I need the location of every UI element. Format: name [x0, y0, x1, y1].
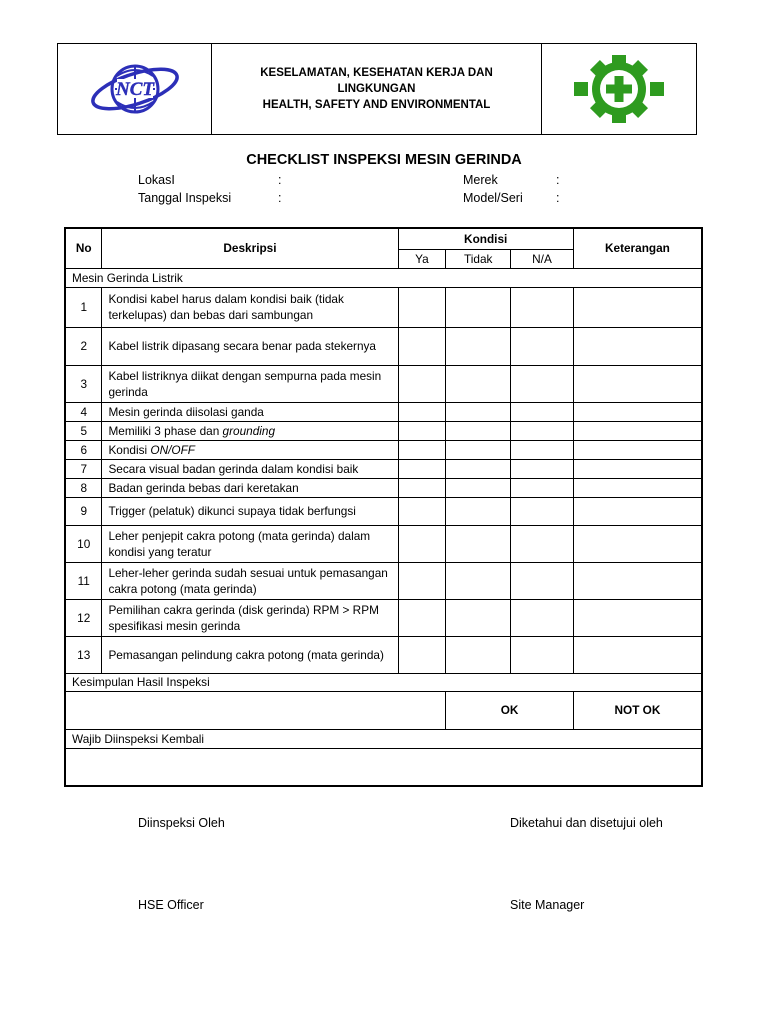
keterangan-cell[interactable] [573, 478, 702, 497]
ya-cell[interactable] [398, 562, 446, 599]
row-description-italic: ON/OFF [150, 442, 195, 457]
not-ok-option[interactable]: NOT OK [573, 691, 702, 729]
approved-by-label: Diketahui dan disetujui oleh [510, 816, 663, 830]
tidak-cell[interactable] [446, 478, 511, 497]
table-row [65, 525, 702, 562]
keterangan-cell[interactable] [573, 327, 702, 365]
ya-cell[interactable] [398, 636, 446, 673]
row-number: 3 [65, 365, 102, 402]
header-title-cell [212, 44, 542, 134]
header-line-3: HEALTH, SAFETY AND ENVIRONMENTAL [262, 99, 491, 111]
row-number: 2 [65, 327, 102, 365]
col-no-header: No [65, 228, 102, 268]
row-description: Pemasangan pelindung cakra potong (mata gerinda) [102, 636, 398, 673]
table-row [65, 599, 702, 636]
na-cell[interactable] [511, 478, 574, 497]
tidak-cell[interactable] [446, 421, 511, 440]
row-number: 1 [65, 287, 102, 327]
col-kondisi-header: Kondisi [398, 228, 573, 249]
na-cell[interactable] [511, 440, 574, 459]
company-logo-cell [58, 44, 212, 134]
site-manager-label: Site Manager [510, 898, 585, 912]
result-row [65, 691, 702, 729]
header-line-2: LINGKUNGAN [337, 83, 416, 95]
table-row [65, 459, 702, 478]
ok-option[interactable]: OK [446, 691, 574, 729]
ya-cell[interactable] [398, 421, 446, 440]
na-cell[interactable] [511, 327, 574, 365]
row-number: 10 [65, 525, 102, 562]
ya-cell[interactable] [398, 599, 446, 636]
row-description-text: Kondisi [108, 442, 151, 457]
merek-colon: : [556, 173, 560, 187]
table-row [65, 562, 702, 599]
row-description: Kabel listriknya diikat dengan sempurna pada mesin gerinda [102, 365, 398, 402]
ya-cell[interactable] [398, 459, 446, 478]
ya-cell[interactable] [398, 525, 446, 562]
row-description: Kondisi kabel harus dalam kondisi baik (tidak terkelupas) dan bebas dari sambungan [102, 287, 398, 327]
row-description: Leher penjepit cakra potong (mata gerinda) dalam kondisi yang teratur [102, 525, 398, 562]
tidak-cell[interactable] [446, 365, 511, 402]
na-cell[interactable] [511, 402, 574, 421]
table-row [65, 327, 702, 365]
table-row [65, 636, 702, 673]
ya-cell[interactable] [398, 287, 446, 327]
lokasi-label: LokasI [138, 173, 175, 187]
na-cell[interactable] [511, 497, 574, 525]
row-number: 9 [65, 497, 102, 525]
section-title: Mesin Gerinda Listrik [65, 268, 702, 287]
na-cell[interactable] [511, 562, 574, 599]
merek-label: Merek [463, 173, 498, 187]
na-cell[interactable] [511, 287, 574, 327]
inspected-by-label: Diinspeksi Oleh [138, 816, 225, 830]
row-description: Trigger (pelatuk) dikunci supaya tidak berfungsi [102, 497, 398, 525]
model-label: Model/Seri [463, 191, 523, 205]
section-row [65, 268, 702, 287]
row-number: 6 [65, 440, 102, 459]
logo-text: NCT [115, 79, 154, 100]
row-description: Leher-leher gerinda sudah sesuai untuk pemasangan cakra potong (mata gerinda) [102, 562, 398, 599]
keterangan-cell[interactable] [573, 365, 702, 402]
tidak-cell[interactable] [446, 497, 511, 525]
keterangan-cell[interactable] [573, 562, 702, 599]
keterangan-cell[interactable] [573, 440, 702, 459]
row-description: Secara visual badan gerinda dalam kondisi baik [102, 459, 398, 478]
table-row [65, 497, 702, 525]
keterangan-cell[interactable] [573, 287, 702, 327]
table-row [65, 287, 702, 327]
keterangan-cell[interactable] [573, 599, 702, 636]
na-cell[interactable] [511, 599, 574, 636]
row-description: Badan gerinda bebas dari keretakan [102, 478, 398, 497]
table-row [65, 478, 702, 497]
tidak-cell[interactable] [446, 287, 511, 327]
keterangan-cell[interactable] [573, 421, 702, 440]
wajib-label: Wajib Diinspeksi Kembali [65, 729, 702, 748]
row-number: 7 [65, 459, 102, 478]
tidak-cell[interactable] [446, 525, 511, 562]
tidak-cell[interactable] [446, 636, 511, 673]
hse-officer-label: HSE Officer [138, 898, 204, 912]
row-number: 13 [65, 636, 102, 673]
row-description-text: Memiliki 3 phase dan [108, 423, 223, 438]
inspection-table [64, 227, 703, 787]
row-description-italic: grounding [222, 423, 276, 438]
keterangan-cell[interactable] [573, 497, 702, 525]
wajib-row [65, 729, 702, 748]
wajib-input-row [65, 748, 702, 786]
keterangan-cell[interactable] [573, 525, 702, 562]
row-number: 5 [65, 421, 102, 440]
hse-logo-cell [542, 44, 696, 134]
row-description [102, 440, 398, 459]
col-ya-header: Ya [398, 249, 446, 268]
page-title: CHECKLIST INSPEKSI MESIN GERINDA [246, 152, 522, 168]
col-na-header: N/A [511, 249, 574, 268]
row-description: Mesin gerinda diisolasi ganda [102, 402, 398, 421]
tanggal-colon: : [278, 191, 282, 205]
na-cell[interactable] [511, 525, 574, 562]
tidak-cell[interactable] [446, 440, 511, 459]
table-row [65, 440, 702, 459]
na-cell[interactable] [511, 365, 574, 402]
ya-cell[interactable] [398, 478, 446, 497]
row-description: Pemilihan cakra gerinda (disk gerinda) RPM > RPM spesifikasi mesin gerinda [102, 599, 398, 636]
kesimpulan-label: Kesimpulan Hasil Inspeksi [65, 673, 702, 691]
tidak-cell[interactable] [446, 599, 511, 636]
keterangan-cell[interactable] [573, 459, 702, 478]
kesimpulan-row [65, 673, 702, 691]
tidak-cell[interactable] [446, 459, 511, 478]
keterangan-cell[interactable] [573, 636, 702, 673]
table-row [65, 402, 702, 421]
tidak-cell[interactable] [446, 327, 511, 365]
row-description: Kabel listrik dipasang secara benar pada stekernya [102, 327, 398, 365]
ya-cell[interactable] [398, 365, 446, 402]
wajib-input-cell[interactable] [65, 748, 702, 786]
ya-cell[interactable] [398, 497, 446, 525]
company-logo [87, 54, 183, 124]
row-number: 12 [65, 599, 102, 636]
model-colon: : [556, 191, 560, 205]
row-number: 4 [65, 402, 102, 421]
result-notes-cell[interactable] [65, 691, 446, 729]
row-description [102, 421, 398, 440]
row-number: 8 [65, 478, 102, 497]
col-keterangan-header: Keterangan [573, 228, 702, 268]
col-tidak-header: Tidak [446, 249, 511, 268]
ya-cell[interactable] [398, 440, 446, 459]
table-row [65, 421, 702, 440]
hse-gear-cross-icon [571, 54, 667, 124]
ya-cell[interactable] [398, 402, 446, 421]
na-cell[interactable] [511, 459, 574, 478]
header-row [65, 228, 702, 249]
na-cell[interactable] [511, 636, 574, 673]
row-number: 11 [65, 562, 102, 599]
header-line-1: KESELAMATAN, KESEHATAN KERJA DAN [260, 67, 493, 79]
tanggal-label: Tanggal Inspeksi [138, 191, 232, 205]
na-cell[interactable] [511, 421, 574, 440]
document-header [57, 43, 697, 135]
table-row [65, 365, 702, 402]
col-deskripsi-header: Deskripsi [102, 228, 398, 268]
lokasi-colon: : [278, 173, 282, 187]
keterangan-cell[interactable] [573, 402, 702, 421]
ya-cell[interactable] [398, 327, 446, 365]
tidak-cell[interactable] [446, 402, 511, 421]
tidak-cell[interactable] [446, 562, 511, 599]
